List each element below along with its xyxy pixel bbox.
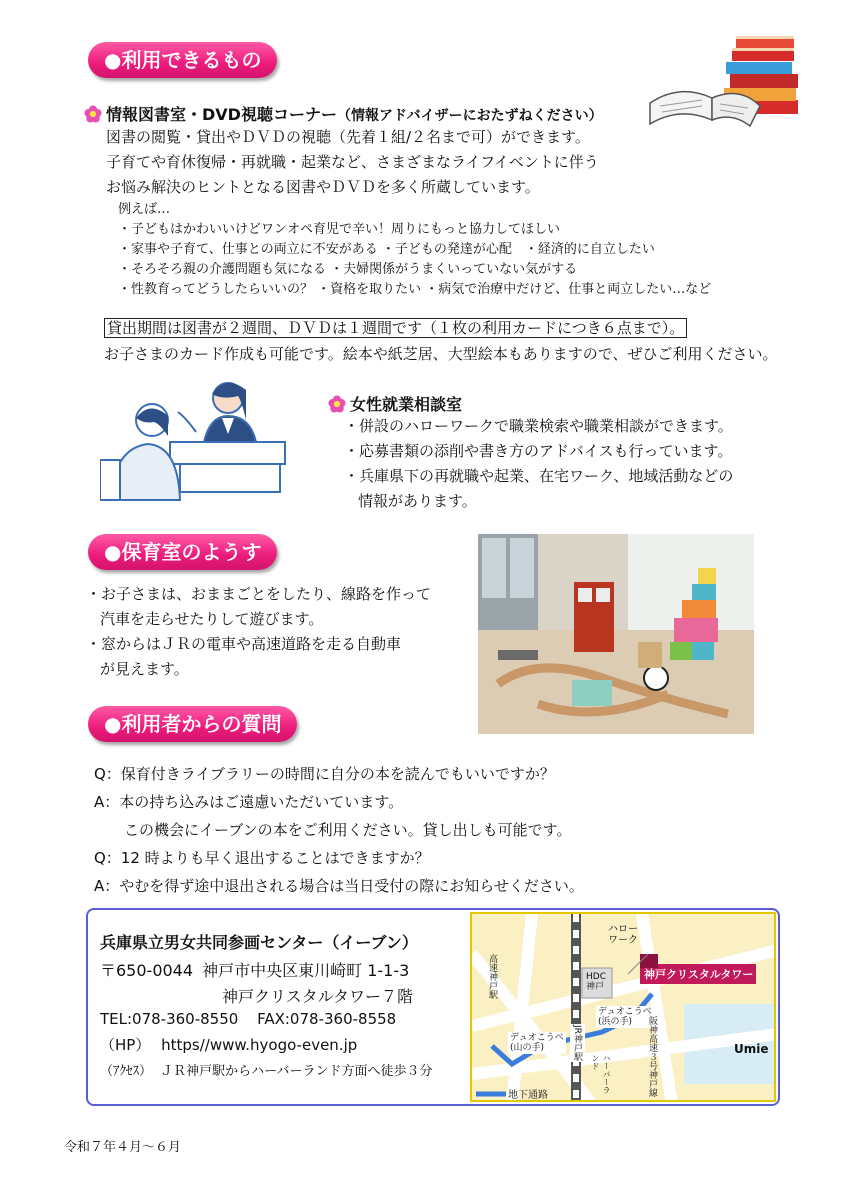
center-access-line (100, 1060, 433, 1079)
center-address1: 神戸市中央区東川崎町 1-1-3 (202, 961, 410, 980)
faq-a1: A：本の持ち込みはご遠慮いただいています。 (94, 793, 404, 811)
library-line-2: 子育てや育休復帰・再就職・起業など、さまざまなライフイベントに伴う (106, 153, 599, 171)
library-heading-note: （情報アドバイザーにおたずねください） (336, 108, 603, 124)
example-2: ・家事や子育て、仕事との両立に不安がある ・子どもの発達が心配 ・経済的に自立したい (118, 242, 655, 257)
center-fax: FAX:078-360-8558 (257, 1010, 397, 1028)
nursery-line-4: が見えます。 (100, 660, 189, 678)
library-heading (84, 102, 603, 125)
open-book-icon (650, 92, 760, 126)
nursery-room-scene (478, 534, 754, 734)
library-heading-text: 情報図書室・DVD視聴コーナー (106, 105, 337, 124)
access-map (470, 912, 776, 1102)
center-tel: TEL:078-360-8550 (100, 1010, 239, 1028)
example-1: ・子どもはかわいいけどワンオペ育児で辛い！周りにもっと協力してほしい (118, 222, 561, 237)
flower-icon (328, 395, 346, 413)
nursery-photo (478, 534, 754, 734)
examples-intro: 例えば… (118, 202, 171, 217)
map-hello-work-2: ワーク (608, 935, 638, 946)
faq-q1: Q：保育付きライブラリーの時間に自分の本を読んでもいいですか？ (94, 765, 555, 783)
nursery-line-1: ・お子さまは、おままごとをしたり、線路を作って (86, 585, 432, 603)
center-name: 兵庫県立男女共同参画センター（イーブン） (100, 933, 418, 952)
map-hdc-2: 神戸 (586, 982, 605, 992)
map-hdc-1: HDC (586, 972, 606, 982)
center-address-line (100, 958, 409, 981)
section-title-available: ●利用できるもの (88, 42, 277, 78)
center-hp-label: （HP） (100, 1036, 151, 1054)
map-duo-yama (508, 1032, 566, 1054)
map-harbor: ハーバーランド (591, 1054, 611, 1094)
map-hello-work-1: ハロー (608, 924, 638, 935)
footer-date: 令和７年４月～６月 (64, 1140, 182, 1155)
center-address2: 神戸クリスタルタワー７階 (222, 987, 414, 1006)
map-hdc (586, 972, 606, 992)
map-duo-hama-2: (浜の手) (598, 1017, 633, 1027)
consult-line-2: ・応募書類の添削や書き方のアドバイスも行っています。 (344, 442, 733, 460)
map-expressway-station: 高速神戸駅 (487, 954, 497, 999)
center-hp-link[interactable]: https//www.hyogo-even.jp (161, 1036, 358, 1054)
flower-icon (84, 105, 102, 123)
center-phone-line (100, 1010, 396, 1028)
faq-a2: A：やむを得ず途中退出される場合は当日受付の際にお知らせください。 (94, 877, 584, 895)
section-title-faq: ●利用者からの質問 (88, 706, 297, 742)
map-jr-kobe: JR神戸駅 (570, 1024, 585, 1062)
kids-card-note: お子さまのカード作成も可能です。絵本や紙芝居、大型絵本もありますので、ぜひご利用ください。 (104, 345, 778, 363)
library-line-3: お悩み解決のヒントとなる図書やＤＶＤを多く所蔵しています。 (106, 178, 540, 196)
map-duo-yama-2: (山の手) (510, 1043, 545, 1053)
map-subway: 地下通路 (508, 1090, 548, 1101)
map-highway: 阪神高速３号神戸線 (647, 1016, 657, 1097)
library-line-1: 図書の閲覧・貸出やＤＶＤの視聴（先着１組/２名まで可）ができます。 (106, 128, 590, 146)
map-duo-yama-1: デュオこうべ (510, 1033, 564, 1043)
map-hello-work (608, 924, 638, 946)
consultation-illustration (100, 372, 290, 502)
consult-line-3: ・兵庫県下の再就職や起業、在宅ワーク、地域活動などの (344, 467, 734, 485)
center-access: ＪＲ神戸駅からハーバーランド方面へ徒歩３分 (160, 1064, 433, 1079)
faq-q2: Q：12 時よりも早く退出することはできますか？ (94, 849, 430, 867)
center-hp-line (100, 1034, 357, 1055)
center-access-label: （ｱｸｾｽ） (100, 1064, 153, 1079)
map-duo-hama-1: デュオこうべ (598, 1007, 652, 1017)
nursery-line-2: 汽車を走らせたりして遊びます。 (100, 610, 324, 628)
example-3: ・そろそろ親の介護問題も気になる ・夫婦関係がうまくいっていない気がする (118, 262, 578, 277)
consult-line-1: ・併設のハローワークで職業検索や職業相談ができます。 (344, 417, 733, 435)
faq-a1-cont: この機会にイーブンの本をご利用ください。貸し出しも可能です。 (124, 821, 572, 839)
center-postal: 〒650-0044 (100, 961, 194, 980)
loan-period-note: 貸出期間は図書が２週間、ＤＶＤは１週間です（１枚の利用カードにつき６点まで）。 (104, 318, 687, 338)
map-umie: Umie (734, 1042, 769, 1056)
nursery-line-3: ・窓からはＪＲの電車や高速道路を走る自動車 (86, 635, 402, 653)
section-title-nursery: ●保育室のようす (88, 534, 277, 570)
map-crystal-tower: 神戸クリスタルタワー (644, 968, 754, 981)
consult-line-4: 情報があります。 (358, 492, 477, 510)
example-4: ・性教育ってどうしたらいいの？ ・資格を取りたい ・病気で治療中だけど、仕事と両立したい…など (118, 282, 712, 297)
consult-heading-text: 女性就業相談室 (350, 395, 463, 414)
books-illustration (640, 28, 820, 128)
consult-heading (328, 392, 462, 415)
